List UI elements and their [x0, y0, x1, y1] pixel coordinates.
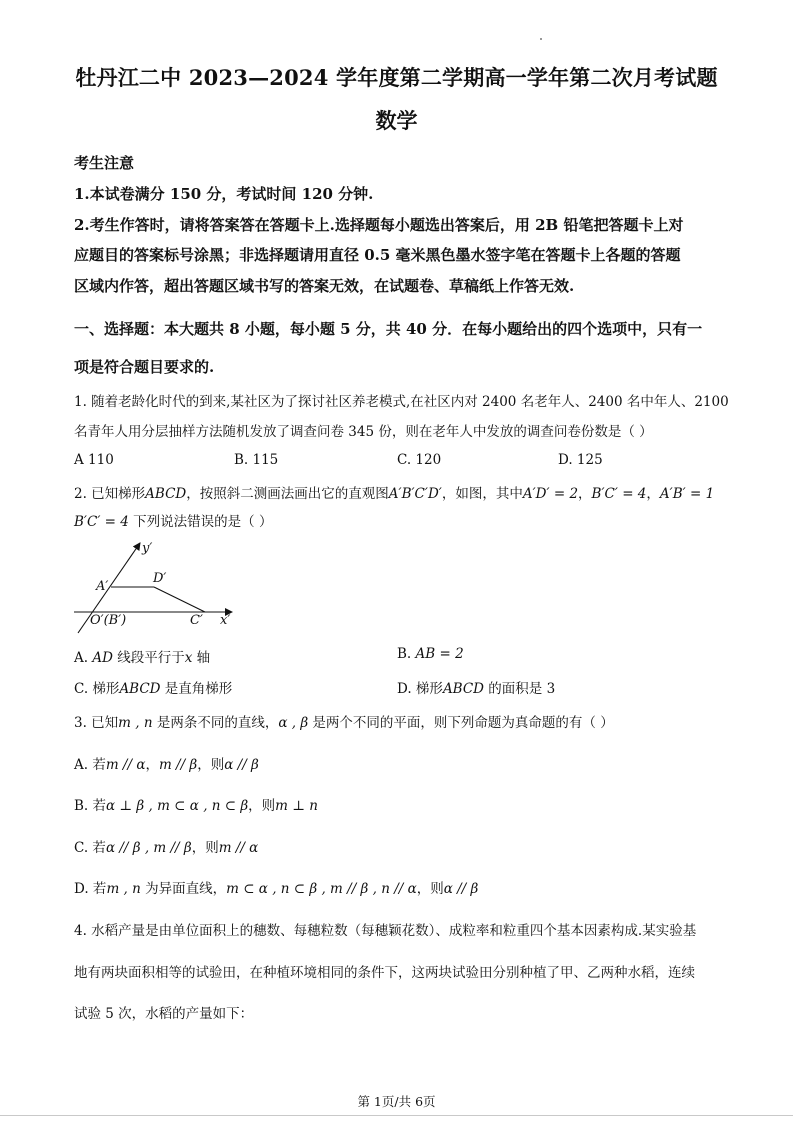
q3-option-c-then: ，则	[191, 840, 219, 856]
q2-option-a	[74, 646, 210, 666]
q3-math-ab: α , β	[278, 715, 309, 731]
label-y: y′	[142, 541, 153, 556]
q2-option-d	[397, 677, 555, 697]
q3-option-b-label: B. 若	[74, 798, 107, 814]
q1-stem-line-2: 名青年人用分层抽样方法随机发放了调查问卷 345 份，则在老年人中发放的调查问卷份数是（ ）	[74, 424, 653, 440]
q4-stem-line-1: 4. 水稻产量是由单位面积上的穗数、每穗粒数（每穗颖花数）、成粒率和粒重四个基本因素构成.某实验基	[74, 923, 697, 939]
q3-option-d-text: 为异面直线，	[140, 881, 227, 897]
q2-math-abcd-prime: A′B′C′D′	[388, 486, 442, 502]
q2-option-a-math: AD	[92, 650, 113, 666]
q2-math-ad: A′D′ = 2	[522, 486, 579, 502]
q2-figure	[60, 535, 260, 640]
scan-dot	[540, 38, 542, 40]
q2-option-a-label: A.	[74, 650, 93, 666]
q2-stem-line-1	[74, 482, 714, 502]
q4-stem-line-2: 地有两块面积相等的试验田，在种植环境相同的条件下，这两块试验田分别种植了甲、乙两种水稻，连续	[74, 965, 695, 981]
q1-option-b: B. 115	[234, 452, 279, 468]
q1-option-c: C. 120	[397, 452, 442, 468]
q1-option-d: D. 125	[558, 452, 603, 468]
q3-text-1: 3. 已知	[74, 715, 119, 731]
label-o-b: O′(B′)	[90, 613, 127, 628]
q2-option-b-label: B.	[397, 646, 416, 662]
label-x: x′	[220, 613, 231, 628]
notice-line-2a: 2.考生作答时，请将答案答在答题卡上.选择题每小题选出答案后，用 2B 铅笔把答题卡上对	[74, 216, 684, 234]
q1-option-a: A 110	[74, 452, 114, 468]
section-heading-line-2: 项是符合题目要求的.	[74, 358, 215, 376]
q3-option-a-then: ，则	[197, 757, 225, 773]
q3-option-a-math-3: α // β	[224, 757, 259, 773]
q3-option-d	[74, 877, 478, 897]
q2-option-b-math: AB = 2	[415, 646, 464, 662]
q3-option-d-label: D. 若	[74, 881, 107, 897]
q2-option-a-text-2: 轴	[192, 650, 211, 666]
q2-text-2: ，按照斜二测画法画出它的直观图	[186, 486, 389, 502]
q2-option-c-math: ABCD	[119, 681, 161, 697]
q3-stem	[74, 711, 614, 731]
q2-text-5: ，	[646, 486, 660, 502]
q3-option-a	[74, 753, 259, 773]
q2-math-bc: B′C′ = 4	[591, 486, 647, 502]
subject-title: 数学	[375, 108, 418, 133]
q3-option-b-math-2: m ⊥ n	[275, 798, 318, 814]
q3-option-c-label: C. 若	[74, 840, 106, 856]
notice-line-1: 1.本试卷满分 150 分，考试时间 120 分钟.	[74, 185, 374, 203]
q2-option-d-label: D. 梯形	[397, 681, 443, 697]
q3-option-a-sep: ，	[145, 757, 159, 773]
q2-option-c	[74, 677, 232, 697]
label-c: C′	[190, 613, 203, 628]
q2-math-abcd: ABCD	[145, 486, 187, 502]
q2-text-1: 2. 已知梯形	[74, 486, 146, 502]
q2-option-c-text: 是直角梯形	[160, 681, 233, 697]
q3-option-b-math-1: α ⊥ β , m ⊂ α , n ⊂ β	[106, 798, 249, 814]
page-title: 牡丹江二中 2023—2024 学年度第二学期高一学年第二次月考试题	[75, 65, 718, 90]
label-a: A′	[96, 579, 109, 594]
q2-option-d-math: ABCD	[442, 681, 485, 697]
bottom-rule	[0, 1115, 793, 1116]
page-number: 第 1页/共 6页	[357, 1094, 436, 1109]
q3-option-c-math-1: α // β , m // β	[105, 840, 192, 856]
q2-text-3: ，如图，其中	[441, 486, 523, 502]
q2-option-b	[397, 646, 464, 662]
q3-text-2: 是两条不同的直线，	[152, 715, 279, 731]
q3-option-a-label: A. 若	[74, 757, 106, 773]
q3-option-d-then: ，则	[416, 881, 444, 897]
segment-d-c	[154, 587, 205, 612]
q3-math-mn: m , n	[118, 715, 153, 731]
notice-line-2b: 应题目的答案标号涂黑；非选择题请用直径 0.5 毫米黑色墨水签字笔在答题卡上各题的答题	[74, 246, 681, 264]
q3-option-c	[74, 836, 258, 856]
q3-option-b-then: ，则	[248, 798, 276, 814]
q2-math-ab: A′B′ = 1	[659, 486, 715, 502]
q2-text-6: 下列说法错误的是（ ）	[128, 514, 273, 530]
notice-line-2c: 区域内作答，超出答题区域书写的答案无效，在试题卷、草稿纸上作答无效.	[74, 277, 575, 295]
q3-text-3: 是两个不同的平面，则下列命题为真命题的有（ ）	[308, 715, 614, 731]
section-heading-line-1: 一、选择题：本大题共 8 小题，每小题 5 分，共 40 分．在每小题给出的四个选项中，只有一	[74, 320, 703, 338]
q3-option-b	[74, 794, 318, 814]
q2-option-a-math-2: x	[184, 650, 193, 666]
q3-option-a-math-1: m // α	[105, 757, 146, 773]
q2-option-c-label: C. 梯形	[74, 681, 120, 697]
q4-stem-line-3: 试验 5 次，水稻的产量如下：	[74, 1006, 254, 1022]
label-d: D′	[153, 571, 167, 586]
q3-option-a-math-2: m // β	[158, 757, 198, 773]
q3-option-c-math-2: m // α	[218, 840, 259, 856]
q3-option-d-math-3: α // β	[443, 881, 479, 897]
q3-option-d-math-2: m ⊂ α , n ⊂ β , m // β , n // α	[226, 881, 417, 897]
q2-option-a-text: 线段平行于	[112, 650, 185, 666]
notice-heading: 考生注意	[74, 154, 135, 172]
q2-option-d-text: 的面积是 3	[484, 681, 556, 697]
q2-math-bc-2: B′C′ = 4	[74, 514, 129, 530]
q2-stem-line-2	[74, 510, 272, 530]
q2-text-4: ，	[578, 486, 592, 502]
q3-option-d-math-1: m , n	[106, 881, 141, 897]
q1-stem-line-1: 1. 随着老龄化时代的到来,某社区为了探讨社区养老模式,在社区内对 2400 名老年人、2400 名中年人、2100	[74, 394, 729, 410]
